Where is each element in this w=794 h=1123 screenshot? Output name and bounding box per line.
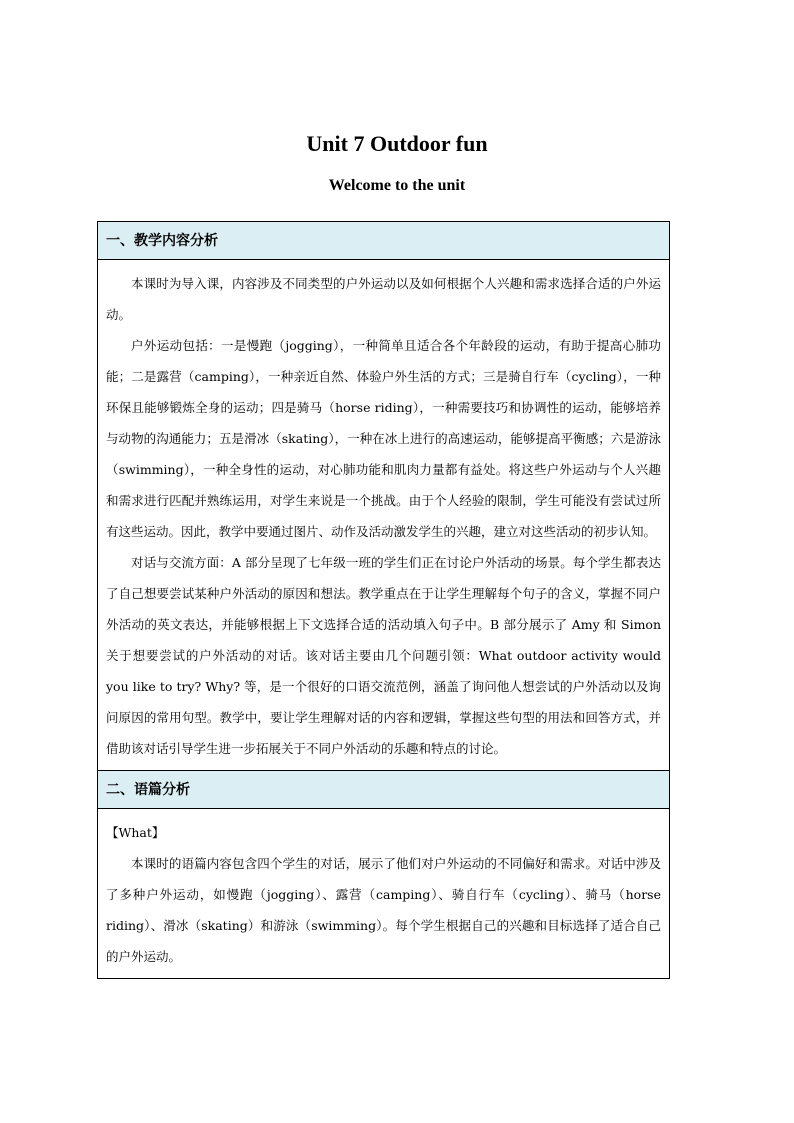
document-title: Unit 7 Outdoor fun bbox=[306, 131, 488, 156]
lesson-analysis-table bbox=[97, 221, 670, 979]
section-body-content-analysis bbox=[98, 260, 669, 771]
section-heading-text-analysis: 二、语篇分析 bbox=[98, 771, 669, 809]
section-heading-content-analysis: 一、教学内容分析 bbox=[98, 222, 669, 260]
paragraph: 本课时为导入课，内容涉及不同类型的户外运动以及如何根据个人兴趣和需求选择合适的户外运动。 bbox=[106, 276, 661, 322]
paragraph: 户外运动包括：一是慢跑（jogging），一种简单且适合各个年龄段的运动，有助于提高心肺功能；二是露营（camping），一种亲近自然、体验户外生活的方式；三是骑自行车（cycling），一种环保且能够锻炼全身的运动；四是骑马（horse riding），一种需要技巧和协调性的运动，能够培养与动物的沟通能力；五是滑冰（skating），一种在冰上进行的高速运动，能够提高平衡感；六是游泳（swimming），一种全身性的运动，对心肺功能和肌肉力量都有益处。将这些户外运动与个人兴趣和需求进行匹配并熟练运用，对学生来说是一个挑战。由于个人经验的限制，学生可能没有尝试过所有这些运动。因此，教学中要通过图片、动作及活动激发学生的兴趣，建立对这些活动的初步认知。 bbox=[106, 338, 661, 539]
what-label: 【What】 bbox=[106, 825, 165, 840]
paragraph: 本课时的语篇内容包含四个学生的对话，展示了他们对户外运动的不同偏好和需求。对话中涉及了多种户外运动，如慢跑（jogging）、露营（camping）、骑自行车（cycling）、骑马（horse riding）、滑冰（skating）和游泳（swimming）。每个学生根据自己的兴趣和目标选择了适合自己的户外运动。 bbox=[106, 856, 661, 964]
paragraph: 对话与交流方面：A 部分呈现了七年级一班的学生们正在讨论户外活动的场景。每个学生都表达了自己想要尝试某种户外活动的原因和想法。教学重点在于让学生理解每个句子的含义，掌握不同户外活动的英文表达，并能够根据上下文选择合适的活动填入句子中。B 部分展示了 Amy 和 Simon 关于想要尝试的户外活动的对话。该对话主要由几个问题引领：What outdoor activity would you like to try? Why? 等，是一个很好的口语交流范例，涵盖了询问他人想尝试的户外活动以及询问原因的常用句型。教学中，要让学生理解对话的内容和逻辑，掌握这些句型的用法和回答方式，并借助该对话引导学生进一步拓展关于不同户外活动的乐趣和特点的讨论。 bbox=[106, 555, 661, 756]
document-subtitle: Welcome to the unit bbox=[328, 177, 466, 194]
section-body-text-analysis bbox=[98, 809, 669, 978]
